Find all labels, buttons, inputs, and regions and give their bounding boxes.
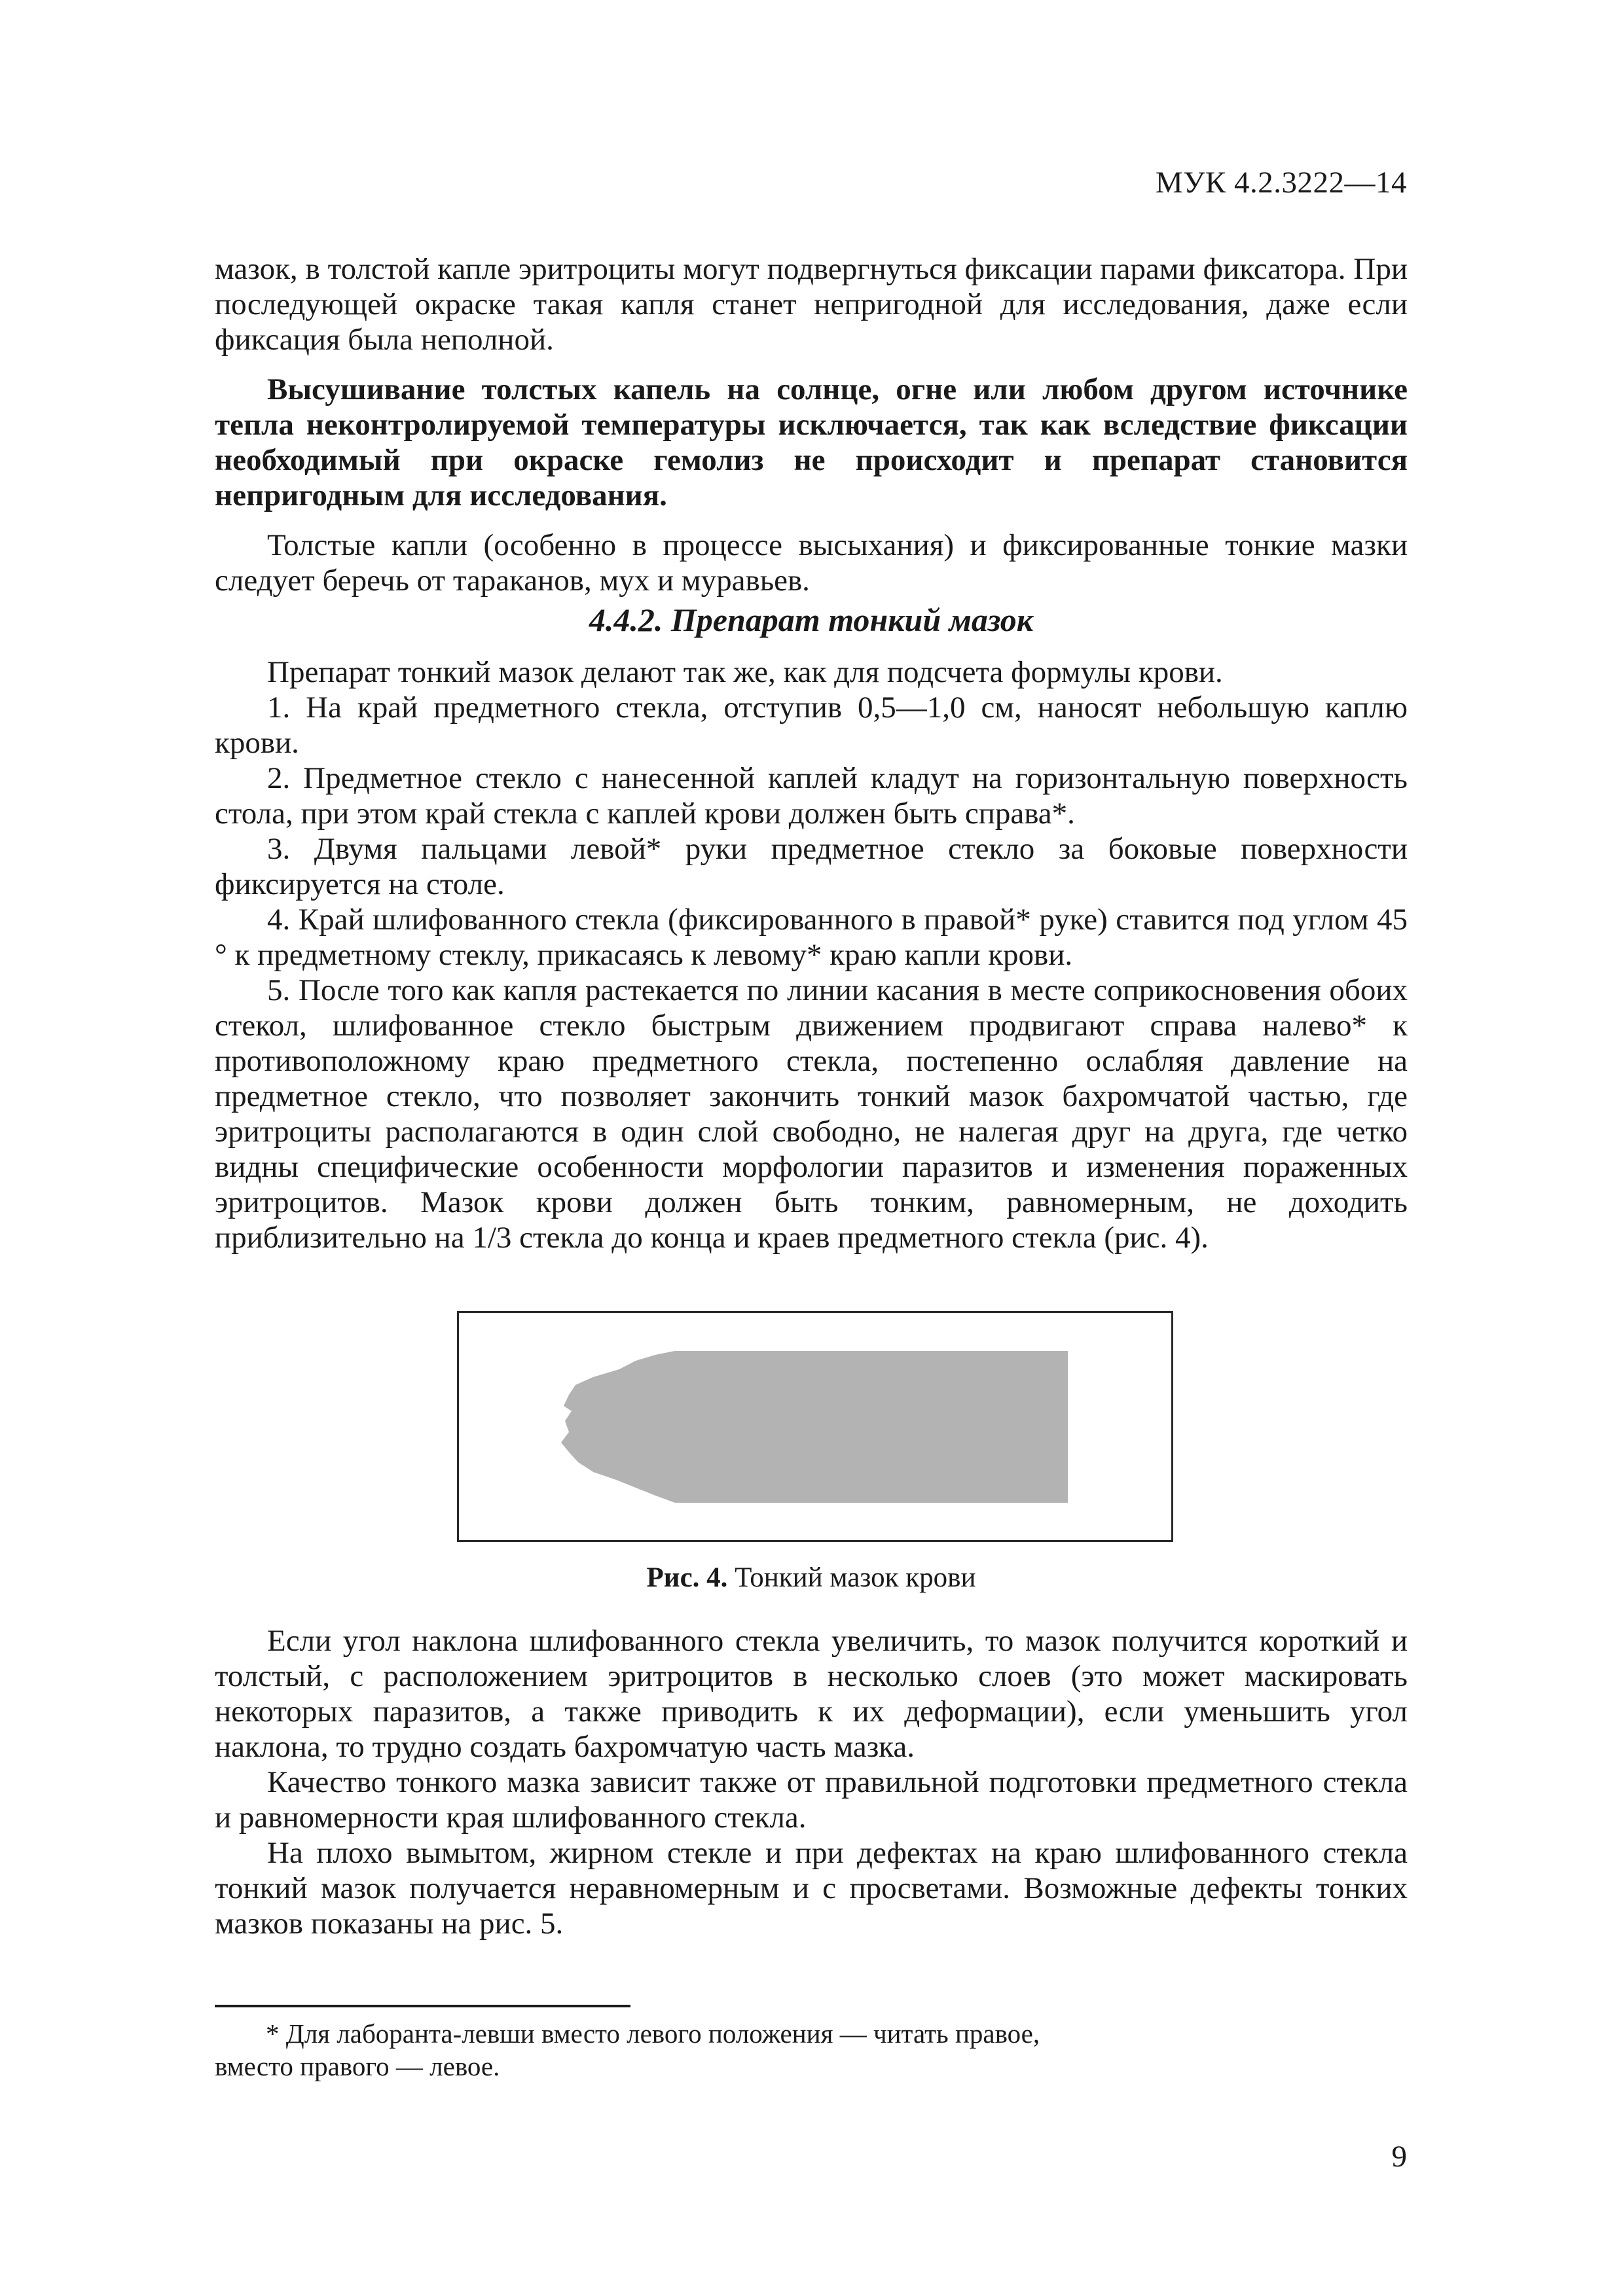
paragraph-quality: Качество тонкого мазка зависит также от правильной подготовки предметного стекла и равномерности края шлифованного стекла.: [215, 1765, 1408, 1835]
procedure-block: [215, 655, 1408, 1255]
slide-figure: [457, 1311, 1173, 1542]
step-1: 1. На край предметного стекла, отступив 0,5—1,0 см, наносят небольшую каплю крови.: [215, 691, 1408, 760]
footnote-line-1: * Для лаборанта-левши вместо левого положения — читать правое,: [266, 2018, 1040, 2049]
footnote: [215, 2017, 1328, 2083]
step-5: 5. После того как капля растекается по линии касания в месте соприкосновения обоих стекол, шлифованное стекло быстрым движением продвигают справа налево* к противоположному краю предметного стекла, постепенно ослабляя давление на предметное стекло, что позволяет закончить тонкий мазок бахромчатой частью, где эритроциты располагаются в один слой свободно, не налегая друг на друга, где четко видны специфические особенности морфологии паразитов и изменения пораженных эритроцитов. Мазок крови должен быть тонким, равномерным, не доходить приблизительно на 1/3 стекла до конца и краев предметного стекла (рис. 4).: [215, 973, 1408, 1255]
figure-caption-text: Тонкий мазок крови: [735, 1562, 976, 1593]
protection-paragraph: Толстые капли (особенно в процессе высыхания) и фиксированные тонкие мазки следует беречь от тараканов, мух и муравьев.: [215, 528, 1408, 598]
step-3: 3. Двумя пальцами левой* руки предметное стекло за боковые поверхности фиксируется на столе.: [215, 832, 1408, 901]
continuation-paragraph: мазок, в толстой капле эритроциты могут подвергнуться фиксации парами фиксатора. При последующей окраске такая капля станет непригодной для исследования, даже если фиксация была неполной.: [215, 252, 1408, 357]
figure-caption: [215, 1562, 1408, 1594]
warning-paragraph: Высушивание толстых капель на солнце, огне или любом другом источнике тепла неконтролируемой температуры исключается, так как вследствие фиксации необходимый при окраске гемолиз не происходит и препарат становится непригодным для исследования.: [215, 372, 1408, 512]
figure-label: Рис. 4.: [646, 1562, 728, 1593]
blood-smear-shape: [561, 1351, 1068, 1503]
document-code: МУК 4.2.3222—14: [1155, 166, 1407, 200]
intro-block: [215, 251, 1408, 598]
footnote-divider: [215, 2005, 630, 2007]
thin-smear-drawing: [459, 1313, 1171, 1540]
page-number: 9: [1391, 2140, 1407, 2174]
section-intro: Препарат тонкий мазок делают так же, как для подсчета формулы крови.: [267, 655, 1223, 689]
step-4: 4. Край шлифованного стекла (фиксированного в правой* руке) ставится под углом 45 ° к предметному стеклу, прикасаясь к левому* краю капли крови.: [215, 903, 1408, 972]
footnote-line-2: вместо правого — левое.: [215, 2051, 500, 2081]
paragraph-angle: Если угол наклона шлифованного стекла увеличить, то мазок получится короткий и толстый, с расположением эритроцитов в несколько слоев (это может маскировать некоторых паразитов, а также приводить к их деформации), если уменьшить угол наклона, то трудно создать бахромчатую часть мазка.: [215, 1624, 1408, 1764]
section-title: 4.4.2. Препарат тонкий мазок: [589, 601, 1034, 638]
step-2: 2. Предметное стекло с нанесенной каплей кладут на горизонтальную поверхность стола, при этом край стекла с каплей крови должен быть справа*.: [215, 761, 1408, 831]
after-figure-block: [215, 1623, 1408, 1941]
paragraph-defects: На плохо вымытом, жирном стекле и при дефектах на краю шлифованного стекла тонкий мазок получается неравномерным и с просветами. Возможные дефекты тонких мазков показаны на рис. 5.: [215, 1836, 1408, 1941]
